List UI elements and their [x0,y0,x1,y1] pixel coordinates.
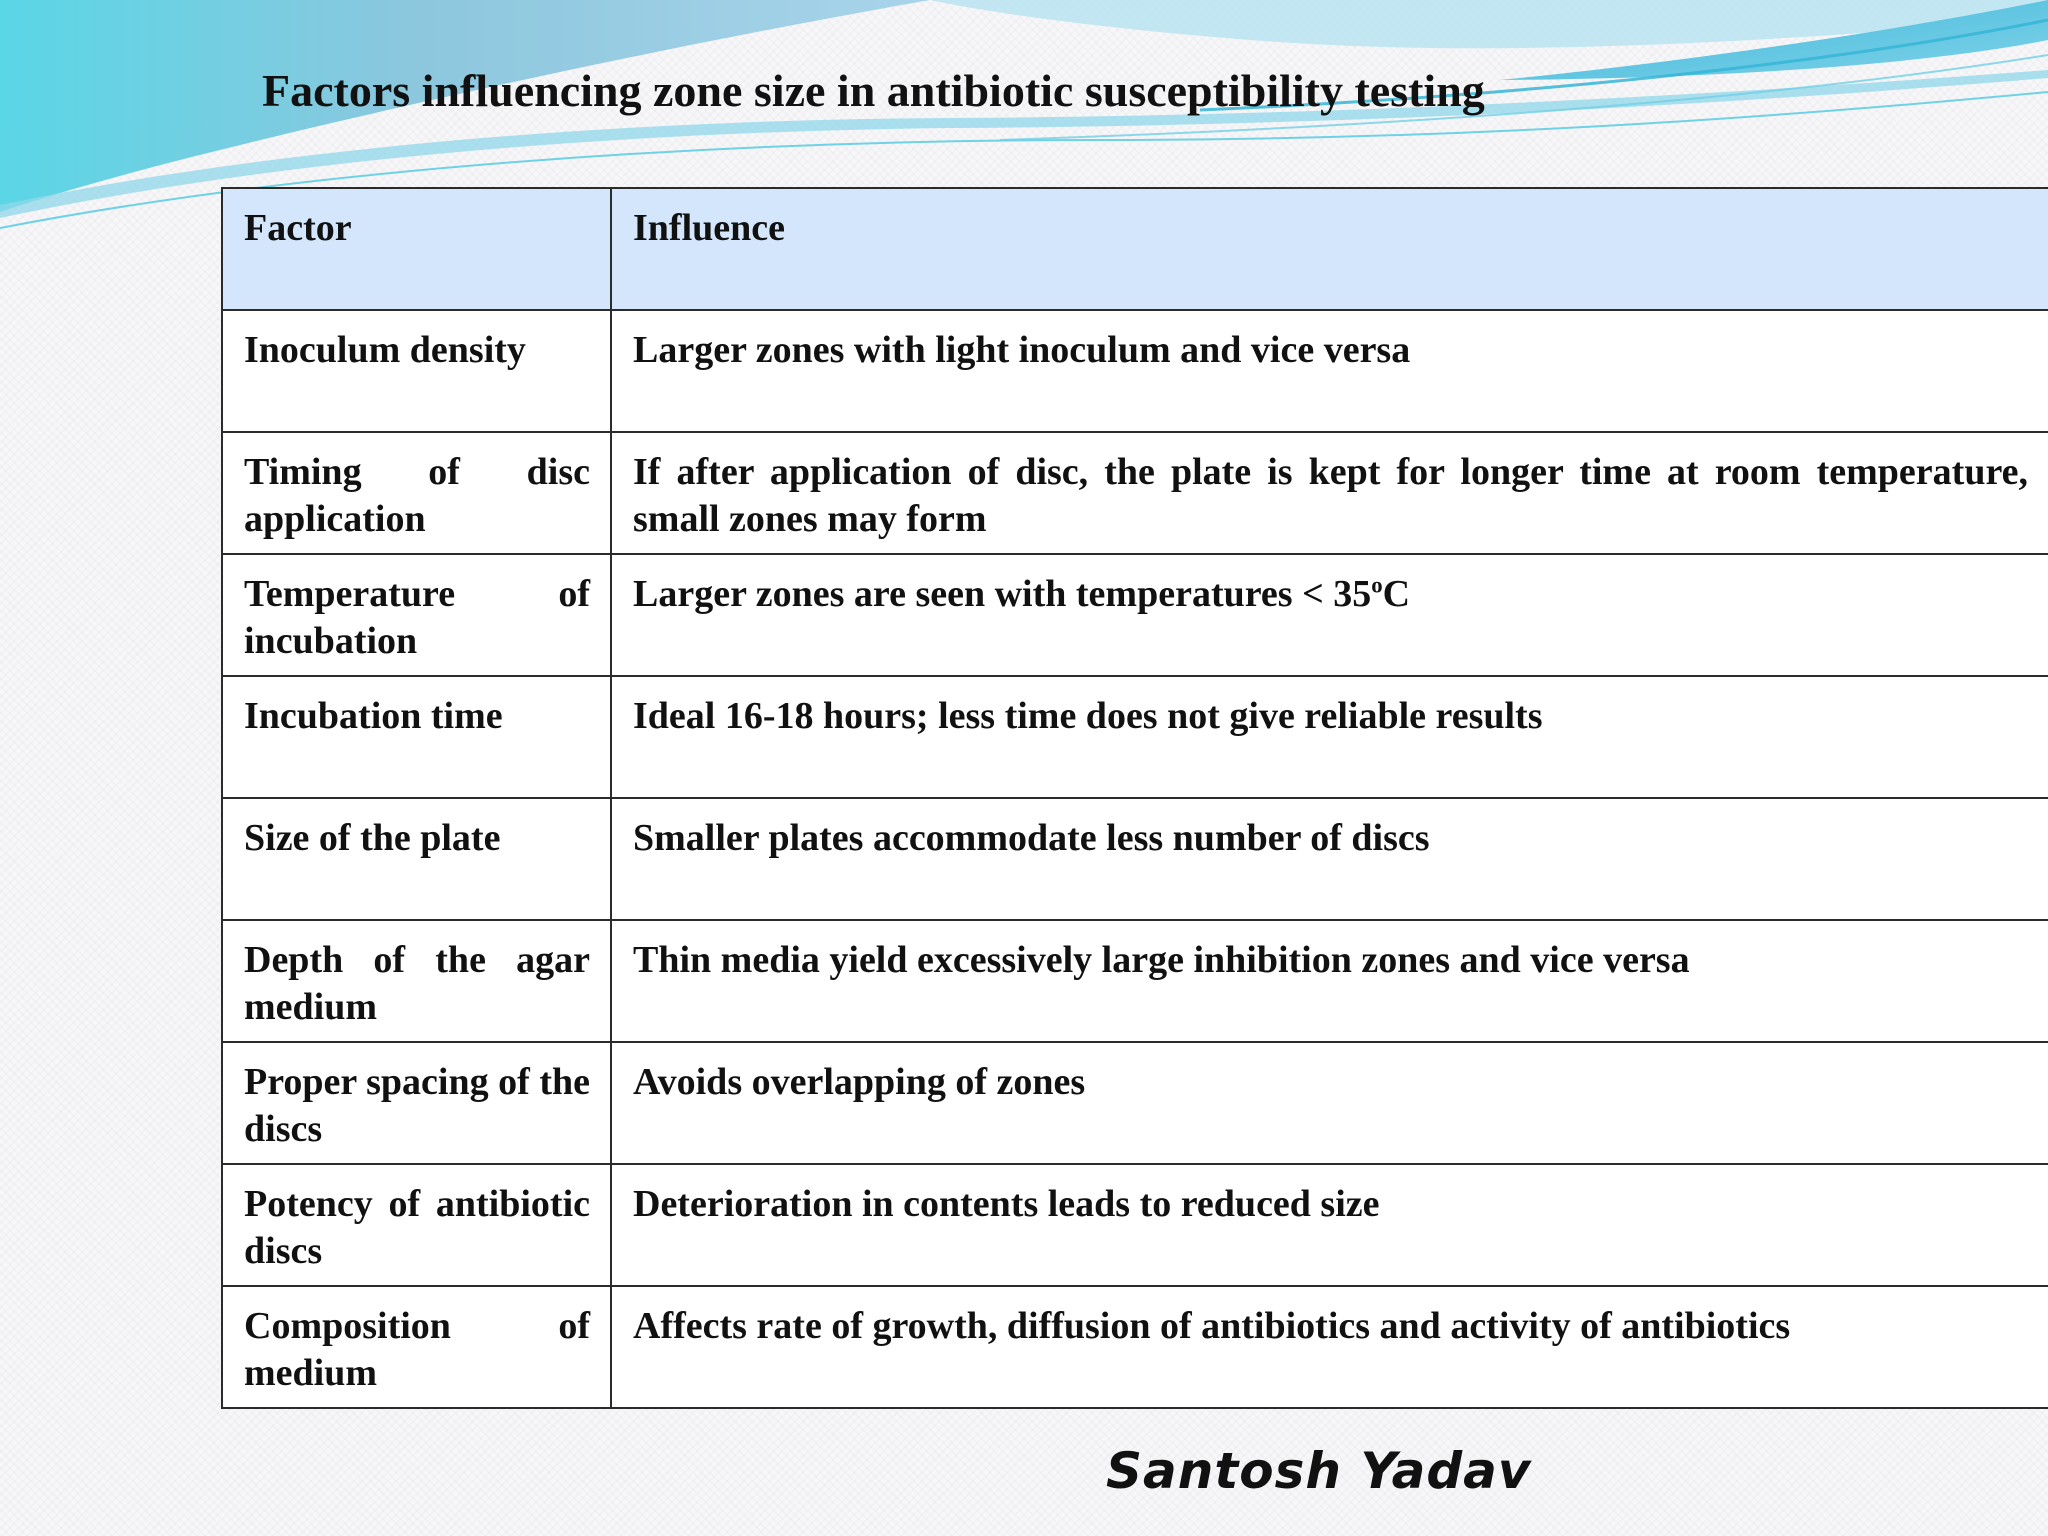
table-row [222,676,2048,798]
table-header-row [222,188,2048,310]
factor-cell: Inoculum density [222,310,611,432]
factor-cell: Incubation time [222,676,611,798]
influence-cell: Deterioration in contents leads to reduced size [611,1164,2048,1286]
table-row [222,920,2048,1042]
table-row [222,310,2048,432]
factor-cell: Proper spacing of the discs [222,1042,611,1164]
temperature-unit: C [1382,573,1411,615]
slide-title: Factors influencing zone size in antibiotic susceptibility testing [262,65,1485,116]
factor-cell: Temperature of incubation [222,554,611,676]
influence-cell: Smaller plates accommodate less number of discs [611,798,2048,920]
factor-cell: Size of the plate [222,798,611,920]
factors-table [221,187,2048,1409]
factor-cell: Composition of medium [222,1286,611,1408]
column-header-influence: Influence [611,188,2048,310]
influence-text: Larger zones are seen with temperatures < 35 [633,573,1372,615]
table-row [222,1164,2048,1286]
influence-cell: Thin media yield excessively large inhibition zones and vice versa [611,920,2048,1042]
table-row [222,1286,2048,1408]
influence-cell: If after application of disc, the plate is kept for longer time at room temperature, small zones may form [611,432,2048,554]
table-row [222,554,2048,676]
influence-cell [611,554,2048,676]
factor-cell: Depth of the agar medium [222,920,611,1042]
influence-cell: Affects rate of growth, diffusion of antibiotics and activity of antibiotics [611,1286,2048,1408]
factor-cell: Potency of antibiotic discs [222,1164,611,1286]
table-row [222,432,2048,554]
table-row [222,1042,2048,1164]
column-header-factor: Factor [222,188,611,310]
influence-cell: Ideal 16-18 hours; less time does not give reliable results [611,676,2048,798]
author-signature: Santosh Yadav [1106,1442,1532,1500]
influence-cell: Avoids overlapping of zones [611,1042,2048,1164]
influence-cell: Larger zones with light inoculum and vice versa [611,310,2048,432]
factor-cell: Timing of disc application [222,432,611,554]
table-row [222,798,2048,920]
degree-superscript: o [1371,572,1383,598]
